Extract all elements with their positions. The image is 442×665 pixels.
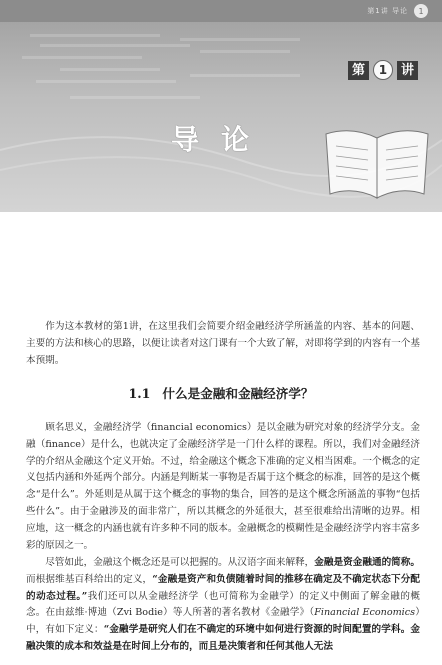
definition-wikipedia: “金融是资产和负债随着时间的推移在确定及不确定状态下分配的动态过程。” [26, 573, 420, 602]
running-header [367, 4, 428, 18]
chapter-title: 导论 [170, 123, 271, 156]
lecture-number: 1 [373, 60, 393, 80]
chapter-introduction: 作为这本教材的第1讲，在这里我们会简要介绍金融经济学所涵盖的内容、基本的问题、主要的方法和核心的思路，以便让读者对这门课有一个大致了解，对即将学到的内容有一个基本预期。 [26, 321, 420, 366]
lecture-suffix: 讲 [397, 61, 418, 80]
open-book-icon [322, 108, 432, 204]
body-paragraph-2 [26, 555, 420, 656]
paragraph-2-text-1: 尽管如此，金融这个概念还是可以把握的。从汉语字面来解释， [45, 557, 315, 568]
lecture-badge [348, 60, 418, 80]
book-title-english: Financial Economics [314, 607, 416, 619]
section-number: 1.1 [128, 386, 151, 401]
paragraph-2-text-4: ）中，有如下定义： [26, 607, 421, 636]
body-paragraph-1: 顾名思义，金融经济学（financial economics）是以金融为研究对象的经济学分支。金融（finance）是什么，也就决定了金融经济学是一门什么样的课程。所以，我们对金融经济学的介绍从金融这个定义开始。不过，给金融这个概念下准确的定义相当困难。一个概念的定义包括内涵和外延两个部分。内涵是判断某一事物是否属于这个概念的标准，回答的是这个概念“是什么”。外延则是从属于这个概念的事物的集合，回答的是这个概念所涵盖的事物“包括些什么”。由于金融涉及的面非常广，所以其概念的外延很大，甚至很难给出清晰的边界。相应地，这一概念的内涵也就有许多种不同的版本。金融概念的模糊性是金融经济学内容丰富多彩的原因之一。 [26, 422, 420, 551]
section-title: 什么是金融和金融经济学？ [162, 386, 314, 401]
chapter-header-band [0, 0, 442, 212]
paragraph-2-text-3: 我们还可以从金融经济学（也可简称为金融学）的定义中侧面了解金融的概念。在由兹维·博迪（Zvi Bodie）等人所著的著名教材《金融学》（ [26, 590, 421, 619]
section-heading [0, 383, 442, 402]
definition-literal: 金融是资金融通的简称。 [314, 557, 421, 568]
running-title: 第1讲 导论 [367, 7, 408, 15]
page-number: 1 [414, 4, 428, 18]
definition-bodie: “金融学是研究人们在不确定的环境中如何进行资源的时间配置的学科。金融决策的成本和效益是在时间上分布的，而且是决策者和任何其他人无法 [26, 624, 420, 652]
paragraph-2-text-2: 而根据维基百科给出的定义， [26, 573, 153, 585]
lecture-prefix: 第 [348, 61, 369, 80]
